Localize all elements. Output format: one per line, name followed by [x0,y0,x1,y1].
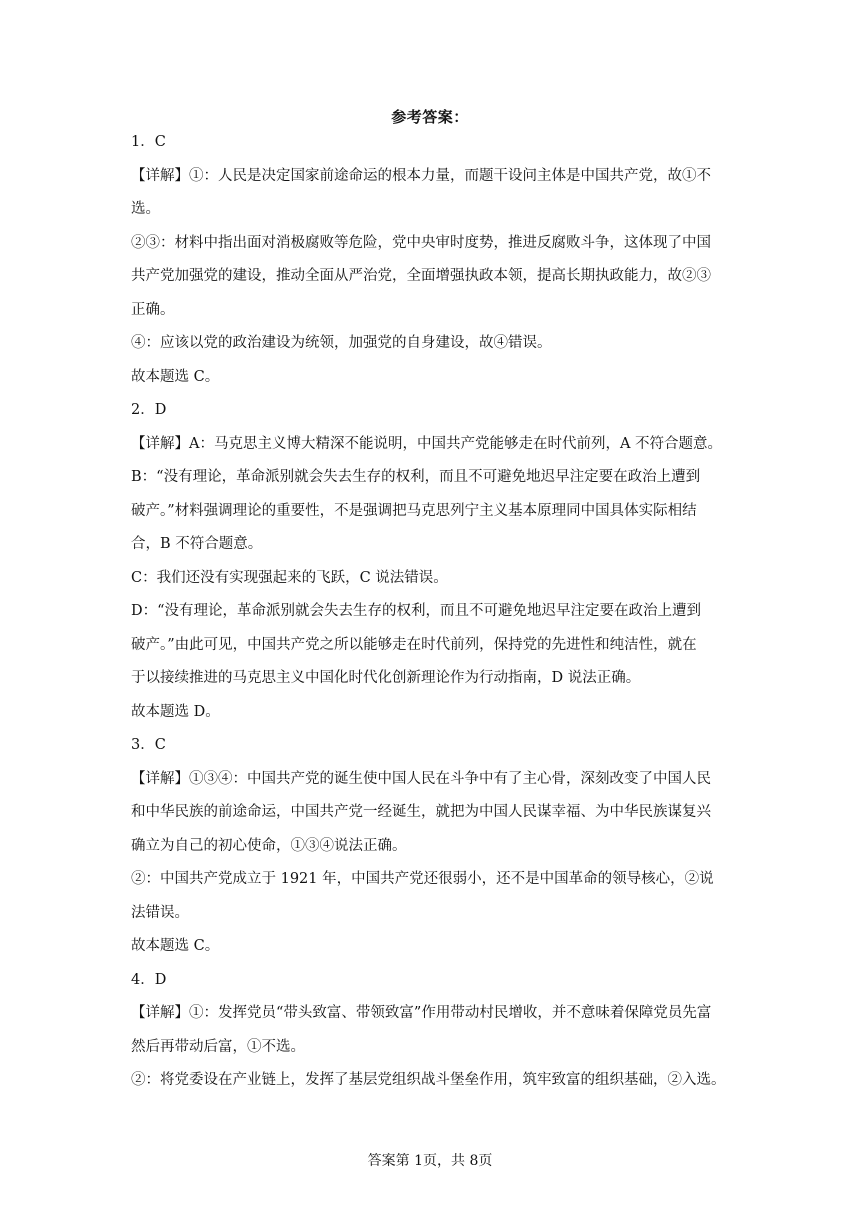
answer-line: D：“没有理论，革命派别就会失去生存的权利，而且不可避免地迟早注定要在政治上遭到 [131,603,702,619]
answer-item-2 [131,401,731,736]
answer-line: ④：应该以党的政治建设为统领，加强党的自身建设，故④错误。 [131,335,552,351]
answer-item-4 [131,971,731,1090]
answer-line: 故本题选 C。 [131,368,220,385]
answer-line: 破产。”材料强调理论的重要性，不是强调把马克思列宁主义基本原理同中国具体实际相结 [131,502,697,519]
answer-number: 1．C [131,134,166,150]
answer-line: 【详解】①：发挥党员“带头致富、带领致富”作用带动村民增收，并不意味着保障党员先富 [131,1005,712,1021]
answer-line: 选。 [131,201,160,217]
answer-line: 于以接续推进的马克思主义中国化时代化创新理论作为行动指南，D 说法正确。 [131,670,641,686]
answer-list [131,133,731,1089]
answer-number: 2．D [131,402,167,418]
answer-line: ②③：材料中指出面对消极腐败等危险，党中央审时度势，推进反腐败斗争，这体现了中国 [131,234,711,251]
answer-line: 法错误。 [131,904,189,921]
answer-line: 【详解】①：人民是决定国家前途命运的根本力量，而题干设问主体是中国共产党，故①不 [131,167,711,184]
answer-line: 合，B 不符合题意。 [131,536,263,552]
page-title: 参考答案： [391,108,469,126]
answer-line: 【详解】①③④：中国共产党的诞生使中国人民在斗争中有了主心骨，深刻改变了中国人民 [131,770,711,787]
answer-line: 【详解】A：马克思主义博大精深不能说明，中国共产党能够走在时代前列，A 不符合题意。 [131,435,723,452]
answer-number: 3．C [131,737,166,753]
answer-line: C：我们还没有实现强起来的飞跃，C 说法错误。 [131,569,448,586]
answer-number: 4．D [131,971,167,988]
answer-item-3 [131,736,731,971]
answer-line: 破产。”由此可见，中国共产党之所以能够走在时代前列，保持党的先进性和纯洁性，就在 [131,636,697,653]
answer-line: 故本题选 D。 [131,703,220,720]
answer-line: B：“没有理论，革命派别就会失去生存的权利，而且不可避免地迟早注定要在政治上遭到 [131,469,701,485]
answer-line: 确立为自己的初心使命，①③④说法正确。 [131,837,407,854]
answer-item-1 [131,133,731,401]
answer-line: 正确。 [131,301,175,318]
answer-line: 共产党加强党的建设，推动全面从严治党，全面增强执政本领，提高长期执政能力，故②③ [131,268,711,284]
page-footer: 答案第 1页，共 8页 [367,1153,493,1169]
answer-line: ②：将党委设在产业链上，发挥了基层党组织战斗堡垒作用，筑牢致富的组织基础，②入选。 [131,1072,726,1088]
answer-line: 和中华民族的前途命运，中国共产党一经诞生，就把为中国人民谋幸福、为中华民族谋复兴 [131,804,711,820]
answer-line: 然后再带动后富，①不选。 [131,1038,305,1055]
answer-line: ②：中国共产党成立于 1921 年，中国共产党还很弱小，还不是中国革命的领导核心，②说 [131,871,714,887]
answer-line: 故本题选 C。 [131,938,220,954]
